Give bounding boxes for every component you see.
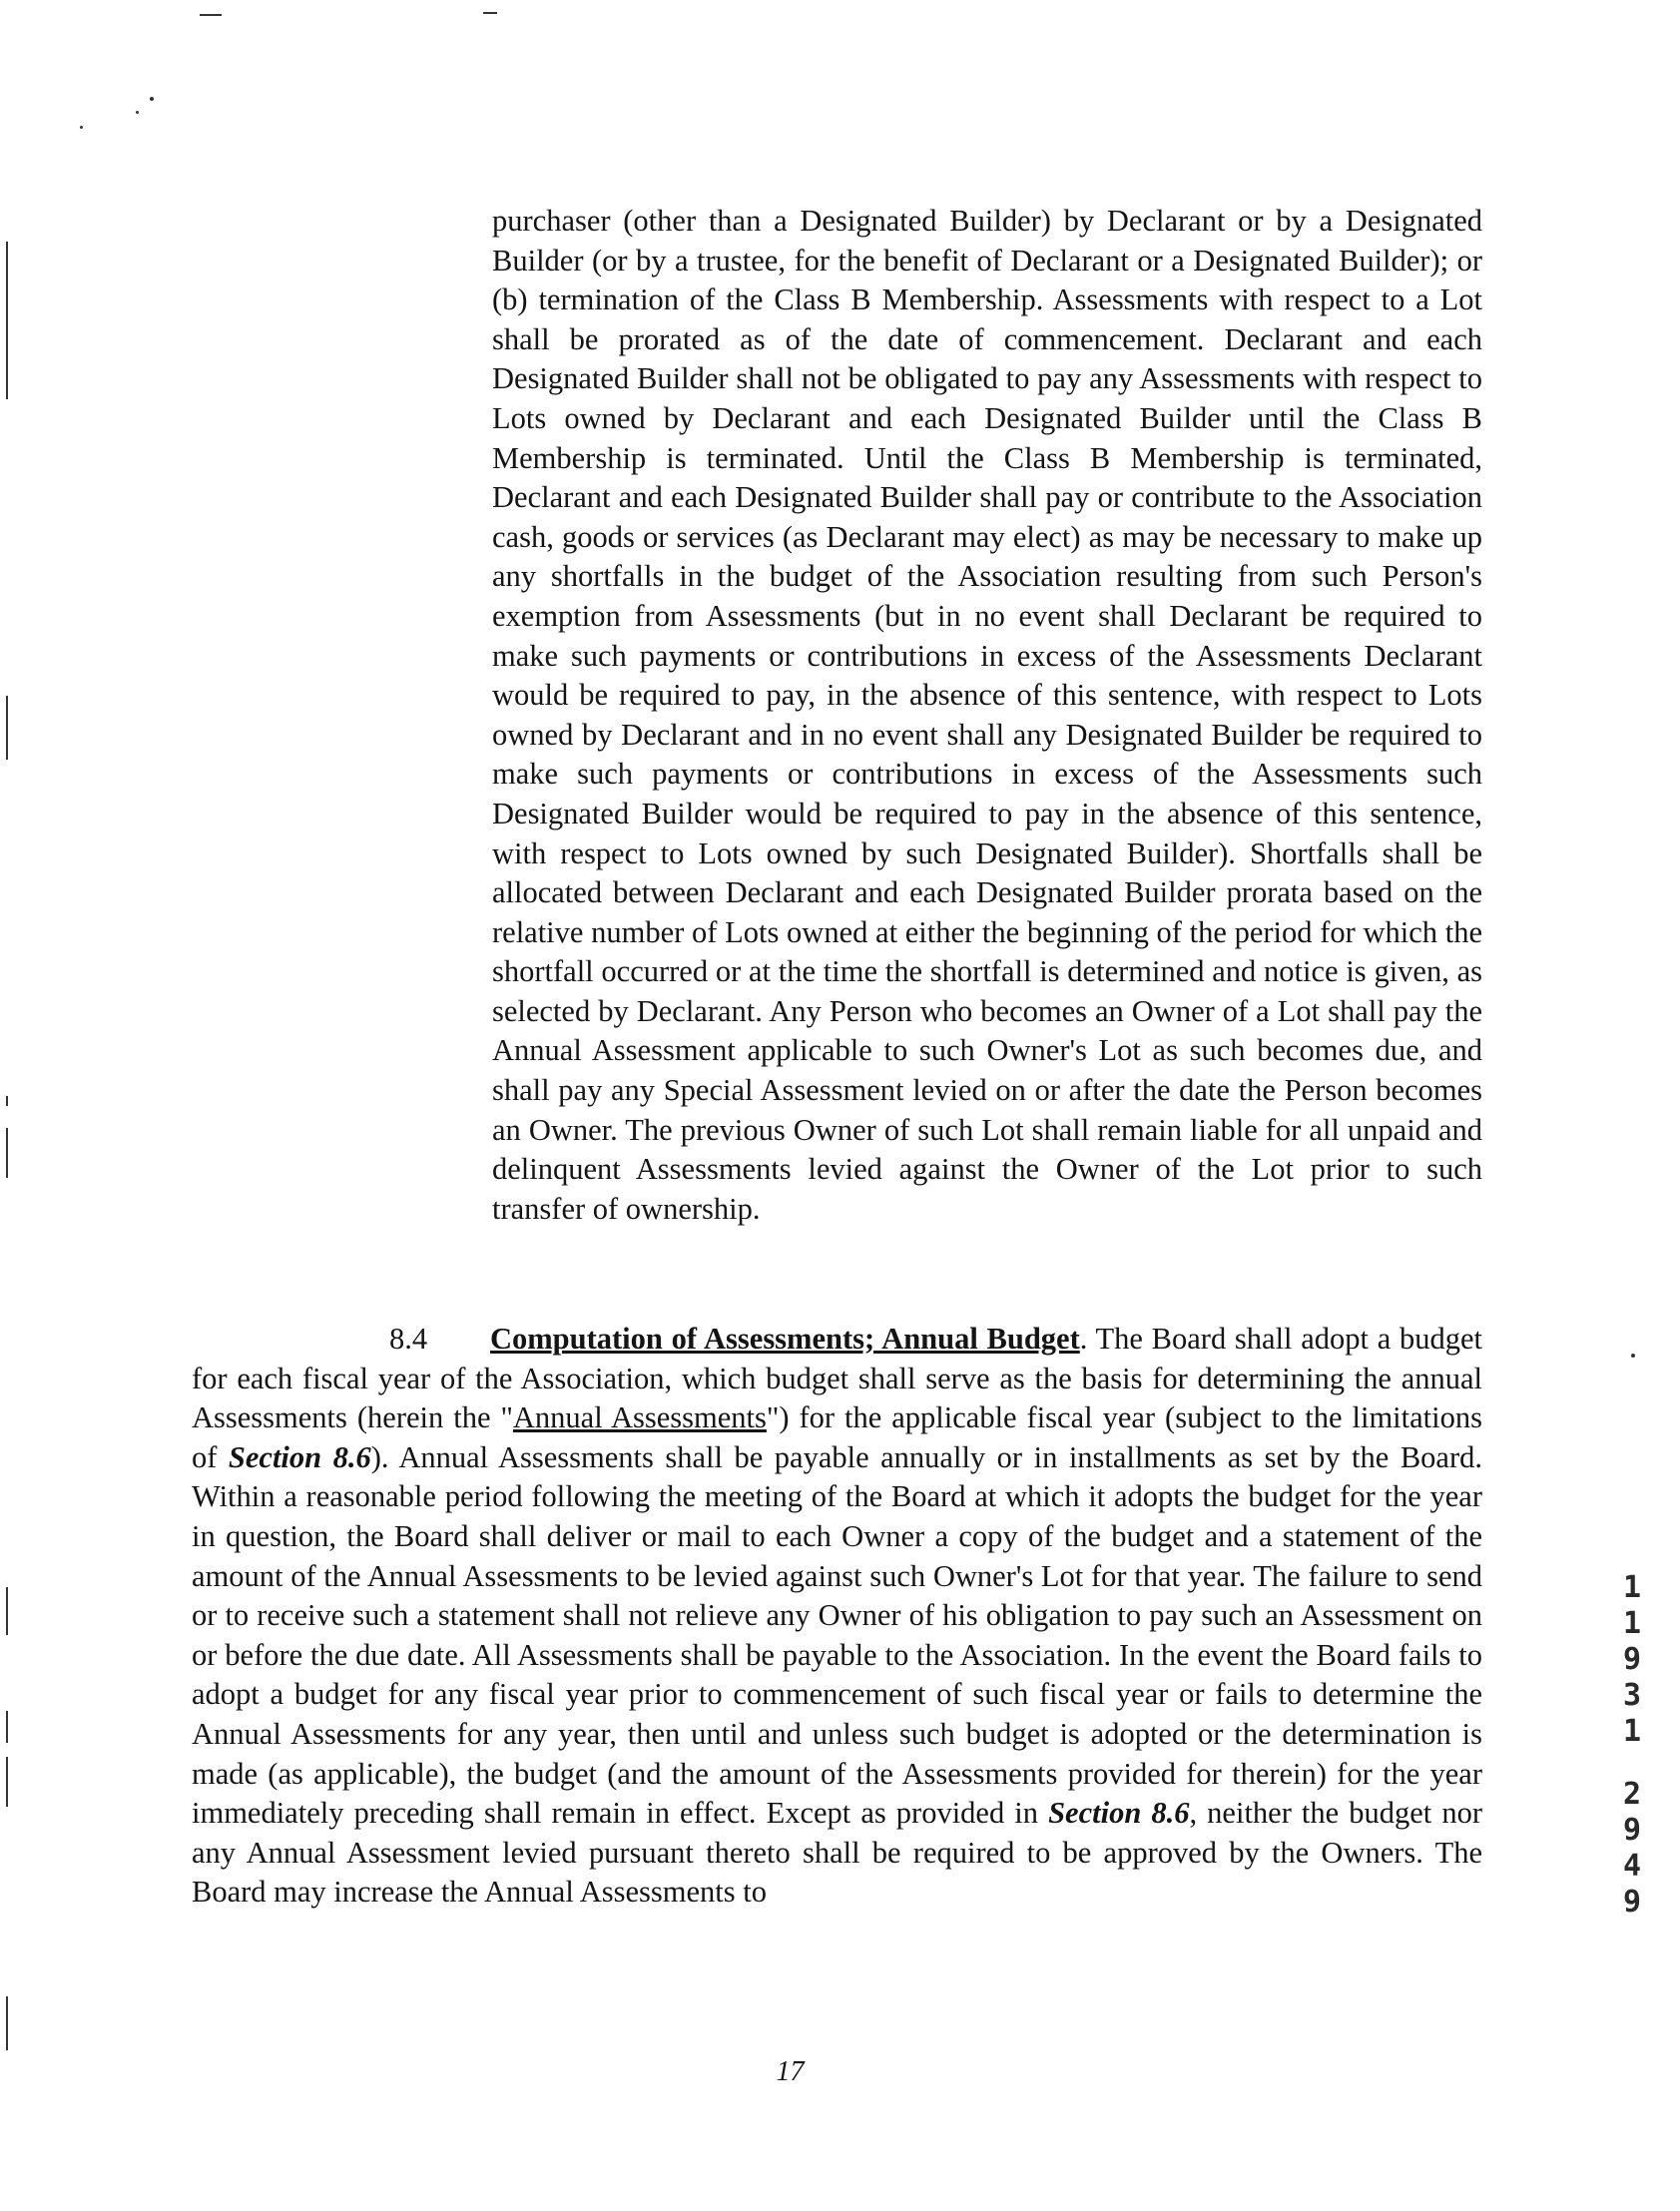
defined-term: Annual Assessments — [512, 1400, 767, 1435]
scan-mark — [6, 1096, 8, 1106]
recording-digit: 9 — [1622, 1885, 1642, 1920]
section-heading: Computation of Assessments; Annual Budget — [490, 1322, 1080, 1356]
scan-mark — [80, 126, 83, 129]
recording-digit: 9 — [1622, 1813, 1642, 1848]
scan-mark — [150, 97, 154, 101]
section-text: The Board shall adopt a budget for each fiscal year of the Association, which budget shall serve as the basis for determining the annual Assessments (herein the " — [192, 1322, 1482, 1435]
scan-mark — [6, 696, 8, 760]
recording-digit: 1 — [1622, 1570, 1642, 1605]
recording-number-stamp — [1615, 1777, 1649, 1921]
recording-digit: 3 — [1622, 1678, 1642, 1713]
section-8-4-paragraph — [192, 1320, 1482, 1913]
scan-mark — [6, 1757, 8, 1807]
section-reference: Section 8.6 — [1048, 1796, 1190, 1831]
recording-digit: 1 — [1622, 1606, 1642, 1641]
heading-punctuation: . — [1079, 1322, 1088, 1356]
section-text: , neither the budget nor any Annual Assessment levied pursuant thereto shall be required to be approved by the Owners. The Board may increase the Annual Assessments to — [192, 1796, 1482, 1910]
scan-mark — [200, 14, 222, 16]
paragraph-continued: purchaser (other than a Designated Builder) by Declarant or by a Designated Builder (or by a trustee, for the benefit of Declarant or a Designated Builder); or (b) termination of the Class B Membership. Assessments with respect to a Lot shall be prorated as of the date of commencement. Declarant and each Designated Builder shall not be obligated to pay any Assessments with respect to Lots owned by Declarant and each Designated Builder until the Class B Membership is terminated. Until the Class B Membership is terminated, Declarant and each Designated Builder shall pay or contribute to the Association cash, goods or services (as Declarant may elect) as may be necessary to make up any shortfalls in the budget of the Association resulting from such Person's exemption from Assessments (but in no event shall Declarant be required to make such payments or contributions in excess of the Assessments Declarant would be required to pay, in the absence of this sentence, with respect to Lots owned by Declarant and in no event shall any Designated Builder be required to make such payments or contributions in excess of the Assessments such Designated Builder would be required to pay in the absence of this sentence, with respect to Lots owned by such Designated Builder). Shortfalls shall be allocated between Declarant and each Designated Builder prorata based on the relative number of Lots owned at either the beginning of the period for which the shortfall occurred or at the time the shortfall is determined and notice is given, as selected by Declarant. Any Person who becomes an Owner of a Lot shall pay the Annual Assessment applicable to such Owner's Lot as such becomes due, and shall pay any Special Assessment levied on or after the date the Person becomes an Owner. The previous Owner of such Lot shall remain liable for all unpaid and delinquent Assessments levied against the Owner of the Lot prior to such transfer of ownership. — [492, 204, 1482, 1226]
scan-mark — [483, 12, 497, 14]
scan-mark — [136, 111, 139, 114]
recording-digit: 1 — [1622, 1714, 1642, 1749]
recording-digit: 9 — [1622, 1642, 1642, 1677]
recording-digit: 4 — [1622, 1849, 1642, 1884]
section-text: ") for the applicable fiscal year (subject to the limitations of — [192, 1400, 1482, 1474]
section-text: ). Annual Assessments shall be payable annually or in installments as set by the Board. Within a reasonable period following the meeting of the Board at which it adopts the budget for the year in question, the Board shall deliver or mail to each Owner a copy of the budget and a statement of the amount of the Annual Assessments to be levied against such Owner's Lot for that year. The failure to send or to receive such a statement shall not relieve any Owner of his obligation to pay such an Assessment on or before the due date. All Assessments shall be payable to the Association. In the event the Board fails to adopt a budget for any fiscal year prior to commencement of such fiscal year or fails to determine the Annual Assessments for any year, then until and unless such budget is adopted or the determination is made (as applicable), the budget (and the amount of the Assessments provided for therein) for the year immediately preceding shall remain in effect. Except as provided in — [192, 1439, 1482, 1831]
recording-digit: 2 — [1622, 1777, 1642, 1812]
scan-mark — [6, 1128, 8, 1178]
scan-mark — [1631, 1354, 1635, 1358]
scan-mark — [6, 1711, 8, 1743]
page-number: 17 — [776, 2056, 805, 2087]
section-number: 8.4 — [389, 1322, 428, 1356]
scan-mark — [6, 1587, 8, 1635]
scan-mark — [6, 242, 8, 399]
section-reference: Section 8.6 — [228, 1439, 371, 1474]
scan-mark — [6, 1996, 8, 2050]
recording-number-stamp — [1615, 1570, 1649, 1750]
